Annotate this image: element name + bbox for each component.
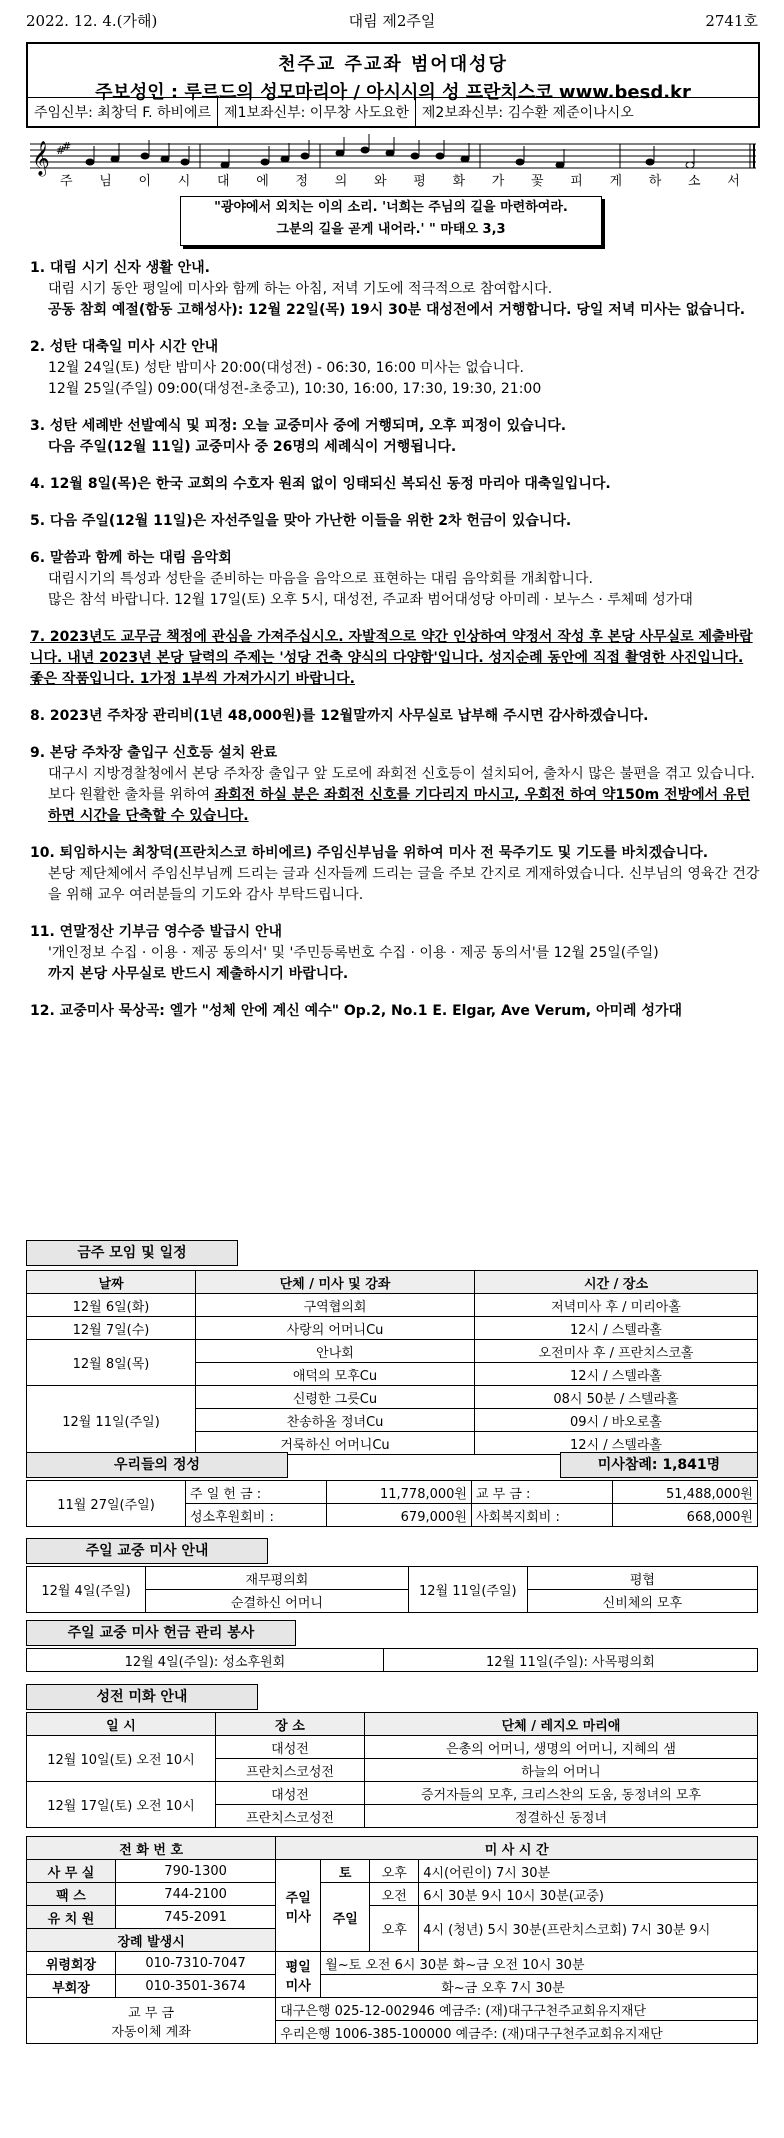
cell: 4시(어린이) 7시 30분	[419, 1860, 758, 1883]
cell: 51,488,000원	[612, 1481, 757, 1504]
deco-title: 성전 미화 안내	[26, 1684, 258, 1710]
liturgical-week: 대림 제2주일	[348, 12, 436, 30]
svg-text:#: #	[56, 144, 66, 157]
lyric: 주	[60, 174, 73, 189]
col-header: 단체 / 레지오 마리애	[365, 1713, 758, 1736]
notice-item	[30, 548, 760, 611]
cell: 대성전	[216, 1736, 365, 1759]
cell: 679,000원	[326, 1504, 471, 1527]
table-row	[27, 1975, 758, 1998]
col-header: 단체 / 미사 및 강좌	[196, 1271, 475, 1294]
cell: 프란치스코성전	[216, 1805, 365, 1828]
lyric: 에	[256, 174, 269, 189]
notice-item	[30, 627, 760, 690]
cell: 정결하신 동정녀	[365, 1805, 758, 1828]
cell: 우리은행 1006-385-100000 예금주: (재)대구구천주교회유지재단	[276, 2021, 758, 2044]
cell: 12월 11일(주일): 사목평의회	[383, 1649, 757, 1672]
notice-body: 본당 제단체에서 주임신부님께 드리는 글과 신자들께 드리는 글을 주보 간지로 게재하였습니다. 신부님의 영육간 건강을 위해 교우 여러분들의 기도와 감사 부탁드립니다.	[48, 866, 760, 903]
notice-head: 4. 12월 8일(목)은 한국 교회의 수호자 원죄 없이 잉태되신 복되신 동정 마리아 대축일입니다.	[30, 476, 611, 492]
table-row	[27, 1567, 758, 1590]
quote-line-2: 그분의 길을 곧게 내어라.' " 마태오 3,3	[276, 222, 506, 237]
info-table	[26, 1836, 758, 2044]
table-row	[27, 1860, 758, 1883]
lyric: 평	[413, 174, 426, 189]
cell: 구역협의회	[196, 1294, 475, 1317]
offering-table	[26, 1480, 758, 1527]
cell: 12월 11일(주일)	[27, 1386, 196, 1455]
scripture-quote	[180, 196, 602, 246]
cell: 안나회	[196, 1340, 475, 1363]
cell: 12월 4일(주일)	[27, 1567, 146, 1613]
col-header: 장 소	[216, 1713, 365, 1736]
notice-item	[30, 416, 760, 458]
cell: 주 일 헌 금 :	[186, 1481, 327, 1504]
lyric: 피	[570, 174, 583, 189]
lyric: 꽃	[531, 174, 544, 189]
table-row	[27, 1386, 758, 1409]
cell: 12시 / 스텔라홀	[475, 1432, 758, 1455]
lyric: 하	[648, 174, 662, 189]
cell: 12시 / 스텔라홀	[475, 1317, 758, 1340]
masses-title: 미 사 시 간	[276, 1837, 758, 1860]
notice-head: 12. 교중미사 묵상곡: 엘가 "성체 안에 계신 예수" Op.2, No.1 E. Elgar, Ave Verum, 아미레 성가대	[30, 1003, 683, 1019]
cell: 오후	[370, 1906, 419, 1952]
cash-title: 주일 교중 미사 헌금 관리 봉사	[26, 1620, 296, 1646]
cell: 12월 17일(토) 오전 10시	[27, 1782, 216, 1828]
table-row	[27, 1736, 758, 1759]
table-row	[27, 1952, 758, 1975]
cell: 주일	[321, 1883, 370, 1952]
clergy-row	[28, 97, 758, 126]
cell: 거룩하신 어머니Cu	[196, 1432, 475, 1455]
cell: 790-1300	[116, 1860, 276, 1883]
cell: 위령회장	[27, 1952, 116, 1975]
cell: 대성전	[216, 1782, 365, 1805]
lyric: 대	[217, 174, 230, 189]
cell: 12월 7일(수)	[27, 1317, 196, 1340]
lyric: 의	[334, 174, 348, 189]
schedule-table	[26, 1270, 758, 1455]
cell: 대구은행 025-12-002946 예금주: (재)대구구천주교회유지재단	[276, 1998, 758, 2021]
lyric: 님	[99, 174, 112, 189]
notice-head: 3. 성탄 세례반 선발예식 및 피정: 오늘 교중미사 중에 거행되며, 오후 피정이 있습니다.	[30, 418, 567, 434]
notice-item	[30, 743, 760, 827]
notice-body: 까지 본당 사무실로 반드시 제출하시기 바랍니다.	[48, 966, 349, 982]
cell: 12월 11일(주일)	[408, 1567, 527, 1613]
cell: 평일 미사	[276, 1952, 321, 1998]
notice-item	[30, 843, 760, 906]
cell: 745-2091	[116, 1906, 276, 1929]
cell: 사랑의 어머니Cu	[196, 1317, 475, 1340]
cell: 신비체의 모후	[527, 1590, 757, 1613]
patron-saints: 주보성인 : 루르드의 성모마리아 / 아시시의 성 프란치스코 www.besd.kr	[95, 82, 691, 103]
lyric: 정	[295, 174, 309, 189]
svg-text:#: #	[62, 140, 72, 153]
lyric: 시	[177, 174, 191, 189]
cell: 저녁미사 후 / 미리아홀	[475, 1294, 758, 1317]
notice-item	[30, 1001, 760, 1022]
notice-head: 8. 2023년 주차장 관리비(1년 48,000원)를 12월말까지 사무실로 납부해 주시면 감사하겠습니다.	[30, 708, 649, 724]
notice-item	[30, 511, 760, 532]
notice-body: 공동 참회 예절(합동 고해성사): 12월 22일(목) 19시 30분 대성전에서 거행합니다. 당일 저녁 미사는 없습니다.	[48, 302, 746, 318]
table-row	[27, 1782, 758, 1805]
notice-head: 1. 대림 시기 신자 생활 안내.	[30, 260, 210, 276]
cell: 프란치스코성전	[216, 1759, 365, 1782]
table-row	[27, 1998, 758, 2021]
cell: 010-3501-3674	[116, 1975, 276, 1998]
cell: 사 무 실	[27, 1860, 116, 1883]
cell: 증거자들의 모후, 크리스찬의 도움, 동정녀의 모후	[365, 1782, 758, 1805]
cell: 애덕의 모후Cu	[196, 1363, 475, 1386]
cell: 12월 4일(주일): 성소후원회	[27, 1649, 384, 1672]
bulletin-header	[26, 10, 758, 34]
cell: 09시 / 바오로홀	[475, 1409, 758, 1432]
cell: 11,778,000원	[326, 1481, 471, 1504]
lyrics-row	[60, 170, 740, 189]
deco-table	[26, 1712, 758, 1828]
notice-body: '개인정보 수집 · 이용 · 제공 동의서' 및 '주민등록번호 수집 · 이용 · 제공 동의서'를 12월 25일(주일)	[48, 945, 659, 961]
cell: 010-7310-7047	[116, 1952, 276, 1975]
notice-body-underlined: 좌회전 하실 분은 좌회전 신호를 기다리지 마시고, 우회전 하여 약150m 전방에서 유턴하면 시간을 단축할 수 있습니다.	[48, 787, 751, 824]
col-header: 일 시	[27, 1713, 216, 1736]
cell: 12월 6일(화)	[27, 1294, 196, 1317]
notice-item	[30, 258, 760, 321]
cell: 08시 50분 / 스텔라홀	[475, 1386, 758, 1409]
cell: 토	[321, 1860, 370, 1883]
cell: 재무평의회	[146, 1567, 409, 1590]
bulletin-date: 2022. 12. 4.(가해)	[26, 12, 158, 30]
table-row	[27, 1317, 758, 1340]
church-name: 천주교 주교좌 범어대성당	[278, 54, 508, 75]
table-row	[27, 1906, 758, 1929]
cell: 744-2100	[116, 1883, 276, 1906]
cash-table	[26, 1648, 758, 1672]
lyric: 와	[374, 174, 387, 189]
lyric: 게	[609, 174, 623, 189]
table-row	[27, 1294, 758, 1317]
notice-head: 2. 성탄 대축일 미사 시간 안내	[30, 339, 219, 355]
cell: 순결하신 어머니	[146, 1590, 409, 1613]
notice-item	[30, 337, 760, 400]
cell: 찬송하올 정녀Cu	[196, 1409, 475, 1432]
vice-pastor-1: 제1보좌신부: 이무창 사도요한	[218, 98, 416, 126]
notice-head: 7. 2023년도 교무금 책정에 관심을 가져주십시오. 자발적으로 약간 인상하여 약정서 작성 후 본당 사무실로 제출바랍니다. 내년 2023년 본당 달력의 주제는 '성당 건축 양식의 다양함'입니다. 성지순례 동안에 직접 촬영한 사진입니다. 좋은 작품입니다. 1가정 1부씩 가져가시기 바랍니다.	[30, 629, 753, 687]
notice-body: 대구시 지방경찰청에서 본당 주차장 출입구 앞 도로에 좌회전 신호등이 설치되어, 출차시 많은 불편을 겪고 있습니다. 보다 원활한 출차를 위하여	[48, 766, 755, 803]
svg-text:𝄞: 𝄞	[32, 141, 50, 176]
notice-list	[30, 258, 760, 1038]
title-box	[26, 42, 760, 128]
notice-body: 12월 25일(주일) 09:00(대성전-초중고), 10:30, 16:00, 17:30, 19:30, 21:00	[48, 381, 542, 397]
notice-head: 9. 본당 주차장 출입구 신호등 설치 완료	[30, 745, 278, 761]
cell: 은총의 어머니, 생명의 어머니, 지혜의 샘	[365, 1736, 758, 1759]
cell: 오전	[370, 1883, 419, 1906]
offering-date: 11월 27일(주일)	[27, 1481, 186, 1527]
phones-title: 전 화 번 호	[27, 1837, 276, 1860]
vice-pastor-2: 제2보좌신부: 김수환 제준이나시오	[421, 105, 634, 121]
notice-body: 다음 주일(12월 11일) 교중미사 중 26명의 세례식이 거행됩니다.	[48, 439, 457, 455]
cell: 부회장	[27, 1975, 116, 1998]
notice-body: 12월 24일(토) 성탄 밤미사 20:00(대성전) - 06:30, 16:00 미사는 없습니다.	[48, 360, 524, 376]
col-header: 시간 / 장소	[475, 1271, 758, 1294]
cell: 12월 10일(토) 오전 10시	[27, 1736, 216, 1782]
cell: 팩 스	[27, 1883, 116, 1906]
lyric: 이	[138, 174, 152, 189]
cell: 4시 (청년) 5시 30분(프란치스코회) 7시 30분 9시	[419, 1906, 758, 1952]
table-row	[27, 1883, 758, 1906]
service-table	[26, 1566, 758, 1613]
notice-item	[30, 922, 760, 985]
notice-body: 많은 참석 바랍니다. 12월 17일(토) 오후 5시, 대성전, 주교좌 범어대성당 아미레 · 보누스 · 루체떼 성가대	[48, 592, 693, 608]
cell: 신령한 그릇Cu	[196, 1386, 475, 1409]
cell: 성소후원회비 :	[186, 1504, 327, 1527]
table-row	[27, 1481, 758, 1504]
cell: 오후	[370, 1860, 419, 1883]
notice-head: 11. 연말정산 기부금 영수증 발급시 안내	[30, 924, 283, 940]
lyric: 화	[452, 174, 466, 189]
cell: 668,000원	[612, 1504, 757, 1527]
mass-attendance: 미사참례: 1,841명	[560, 1452, 758, 1478]
cell: 12시 / 스텔라홀	[475, 1363, 758, 1386]
notice-head: 10. 퇴임하시는 최창덕(프란치스코 하비에르) 주임신부님을 위하여 미사 전 묵주기도 및 기도를 바치겠습니다.	[30, 845, 709, 861]
notice-item	[30, 706, 760, 727]
notice-head: 5. 다음 주일(12월 11일)은 자선주일을 맞아 가난한 이들을 위한 2차 헌금이 있습니다.	[30, 513, 572, 529]
table-row	[27, 1649, 758, 1672]
table-row	[27, 1340, 758, 1363]
cell: 6시 30분 9시 10시 30분(교중)	[419, 1883, 758, 1906]
lyric: 서	[727, 174, 740, 189]
lyric: 소	[688, 174, 701, 189]
notice-body: 대림 시기 동안 평일에 미사와 함께 하는 아침, 저녁 기도에 적극적으로 참여합시다.	[48, 281, 553, 297]
cell: 교 무 금 자동이체 계좌	[27, 1998, 276, 2044]
cell: 교 무 금 :	[471, 1481, 612, 1504]
offering-title: 우리들의 정성	[26, 1452, 288, 1478]
cell: 평협	[527, 1567, 757, 1590]
quote-line-1: "광야에서 외치는 이의 소리. '너희는 주님의 길을 마련하여라.	[214, 200, 568, 215]
service-title: 주일 교중 미사 안내	[26, 1538, 268, 1564]
notice-body: 대림시기의 특성과 성탄을 준비하는 마음을 음악으로 표현하는 대림 음악회를 개최합니다.	[48, 571, 593, 587]
cell: 오전미사 후 / 프란치스코홀	[475, 1340, 758, 1363]
col-header: 날짜	[27, 1271, 196, 1294]
schedule-title: 금주 모임 및 일정	[26, 1240, 238, 1266]
cell: 12월 8일(목)	[27, 1340, 196, 1386]
cell: 월~토 오전 6시 30분 화~금 오전 10시 30분	[321, 1952, 758, 1975]
notice-item	[30, 474, 760, 495]
cell: 유 치 원	[27, 1906, 116, 1929]
cell: 하늘의 어머니	[365, 1759, 758, 1782]
cell: 장례 발생시	[27, 1929, 276, 1952]
lyric: 가	[491, 174, 505, 189]
pastor: 주임신부: 최창덕 F. 하비에르	[28, 98, 218, 126]
cell: 사회복지회비 :	[471, 1504, 612, 1527]
cell: 주일 미사	[276, 1860, 321, 1952]
cell: 화~금 오후 7시 30분	[321, 1975, 758, 1998]
issue-number: 2741호	[705, 12, 758, 30]
notice-head: 6. 말씀과 함께 하는 대림 음악회	[30, 550, 232, 566]
